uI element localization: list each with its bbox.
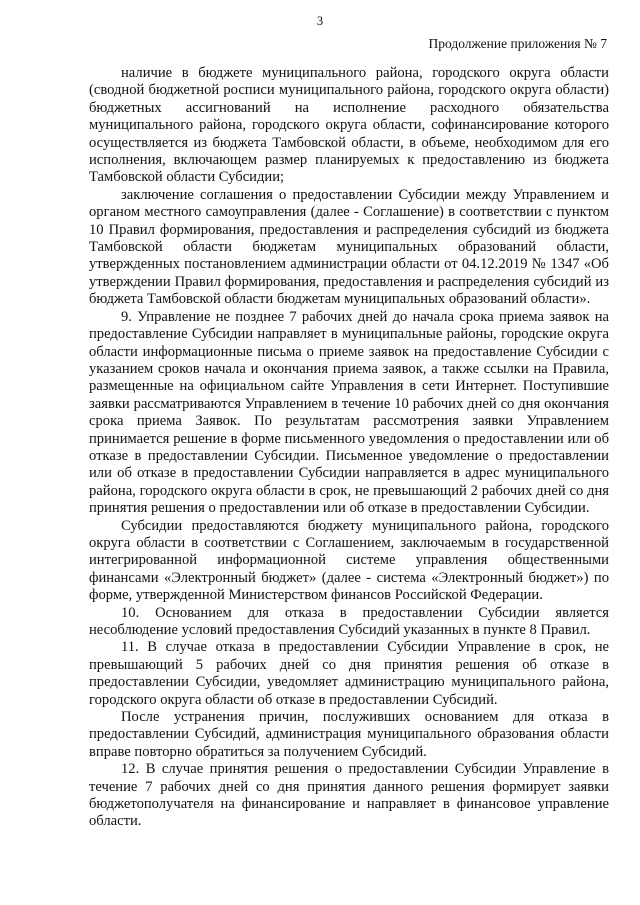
page-number: 3 <box>316 14 324 28</box>
paragraph-budget-availability: наличие в бюджете муниципального района, городского округа области (сводной бюджетной росписи муниципального района, городского округа области) бюджетных ассигнований на исполнение расходного обязательства муниципального района, городского округа области, софинансирование которого осуществляется из бюджета Тамбовской области, в объеме, необходимом для его исполнения, включающем размер планируемых к предоставлению из бюджета Тамбовской области Субсидии; <box>89 65 609 186</box>
paragraph-subsidy-provision: Субсидии предоставляются бюджету муниципального района, городского округа области в соответствии с Соглашением, заключаемым в государственной интегрированной информационной системе управления общественными финансами «Электронный бюджет» (далее - система «Электронный бюджет») по форме, утвержденной Министерством финансов Российской Федерации. <box>89 517 609 604</box>
paragraph-item-11: 11. В случае отказа в предоставлении Субсидии Управление в срок, не превышающий 5 рабочих дней со дня принятия решения об отказе в предоставлении Субсидии, уведомляет администрацию муниципального района, городского округа области об отказе в предоставлении Субсидий. <box>89 639 609 708</box>
paragraph-reapplication: После устранения причин, послуживших основанием для отказа в предоставлении Субсидий, администрация муниципального образования области вправе повторно обратиться за получением Субсидий. <box>89 709 609 760</box>
paragraph-agreement-conclusion: заключение соглашения о предоставлении Субсидии между Управлением и органом местного самоуправления (далее - Соглашение) в соответствии с пунктом 10 Правил формирования, предоставления и распределения субсидий из бюджета Тамбовской области бюджетам муниципальных образований области, утвержденных постановлением администрации области от 04.12.2019 № 1347 «Об утверждении Правил формирования, предоставления и распределения субсидий из бюджета Тамбовской области бюджетам муниципальных образований области». <box>89 186 609 308</box>
paragraph-item-12: 12. В случае принятия решения о предоставлении Субсидии Управление в течение 7 рабочих дней со дня принятия данного решения формирует заявки бюджетополучателя на финансирование и направляет в финансовое управление области. <box>89 761 609 830</box>
document-body <box>89 65 609 831</box>
appendix-continuation-note: Продолжение приложения № 7 <box>428 36 607 51</box>
paragraph-item-10: 10. Основанием для отказа в предоставлении Субсидии является несоблюдение условий предоставления Субсидий указанных в пункте 8 Правил. <box>89 604 609 638</box>
paragraph-item-9: 9. Управление не позднее 7 рабочих дней до начала срока приема заявок на предоставление Субсидии направляет в муниципальные районы, городские округа области информационные письма о приеме заявок на предоставление Субсидии с указанием сроков начала и окончания приема заявок, а также ссылки на Правила, размещенные на официальном сайте Управления в сети Интернет. Поступившие заявки рассматриваются Управлением в течение 10 рабочих дней со дня окончания срока приема Заявок. По результатам рассмотрения заявки Управлением принимается решение в форме письменного уведомления о предоставлении или об отказе в предоставлении Субсидии. Письменное уведомление о предоставлении или об отказе в предоставлении Субсидии направляется в адрес муниципального района, городского округа области в срок, не превышающий 2 рабочих дней со дня принятия решения о предоставлении или об отказе в предоставлении Субсидии. <box>89 308 609 517</box>
